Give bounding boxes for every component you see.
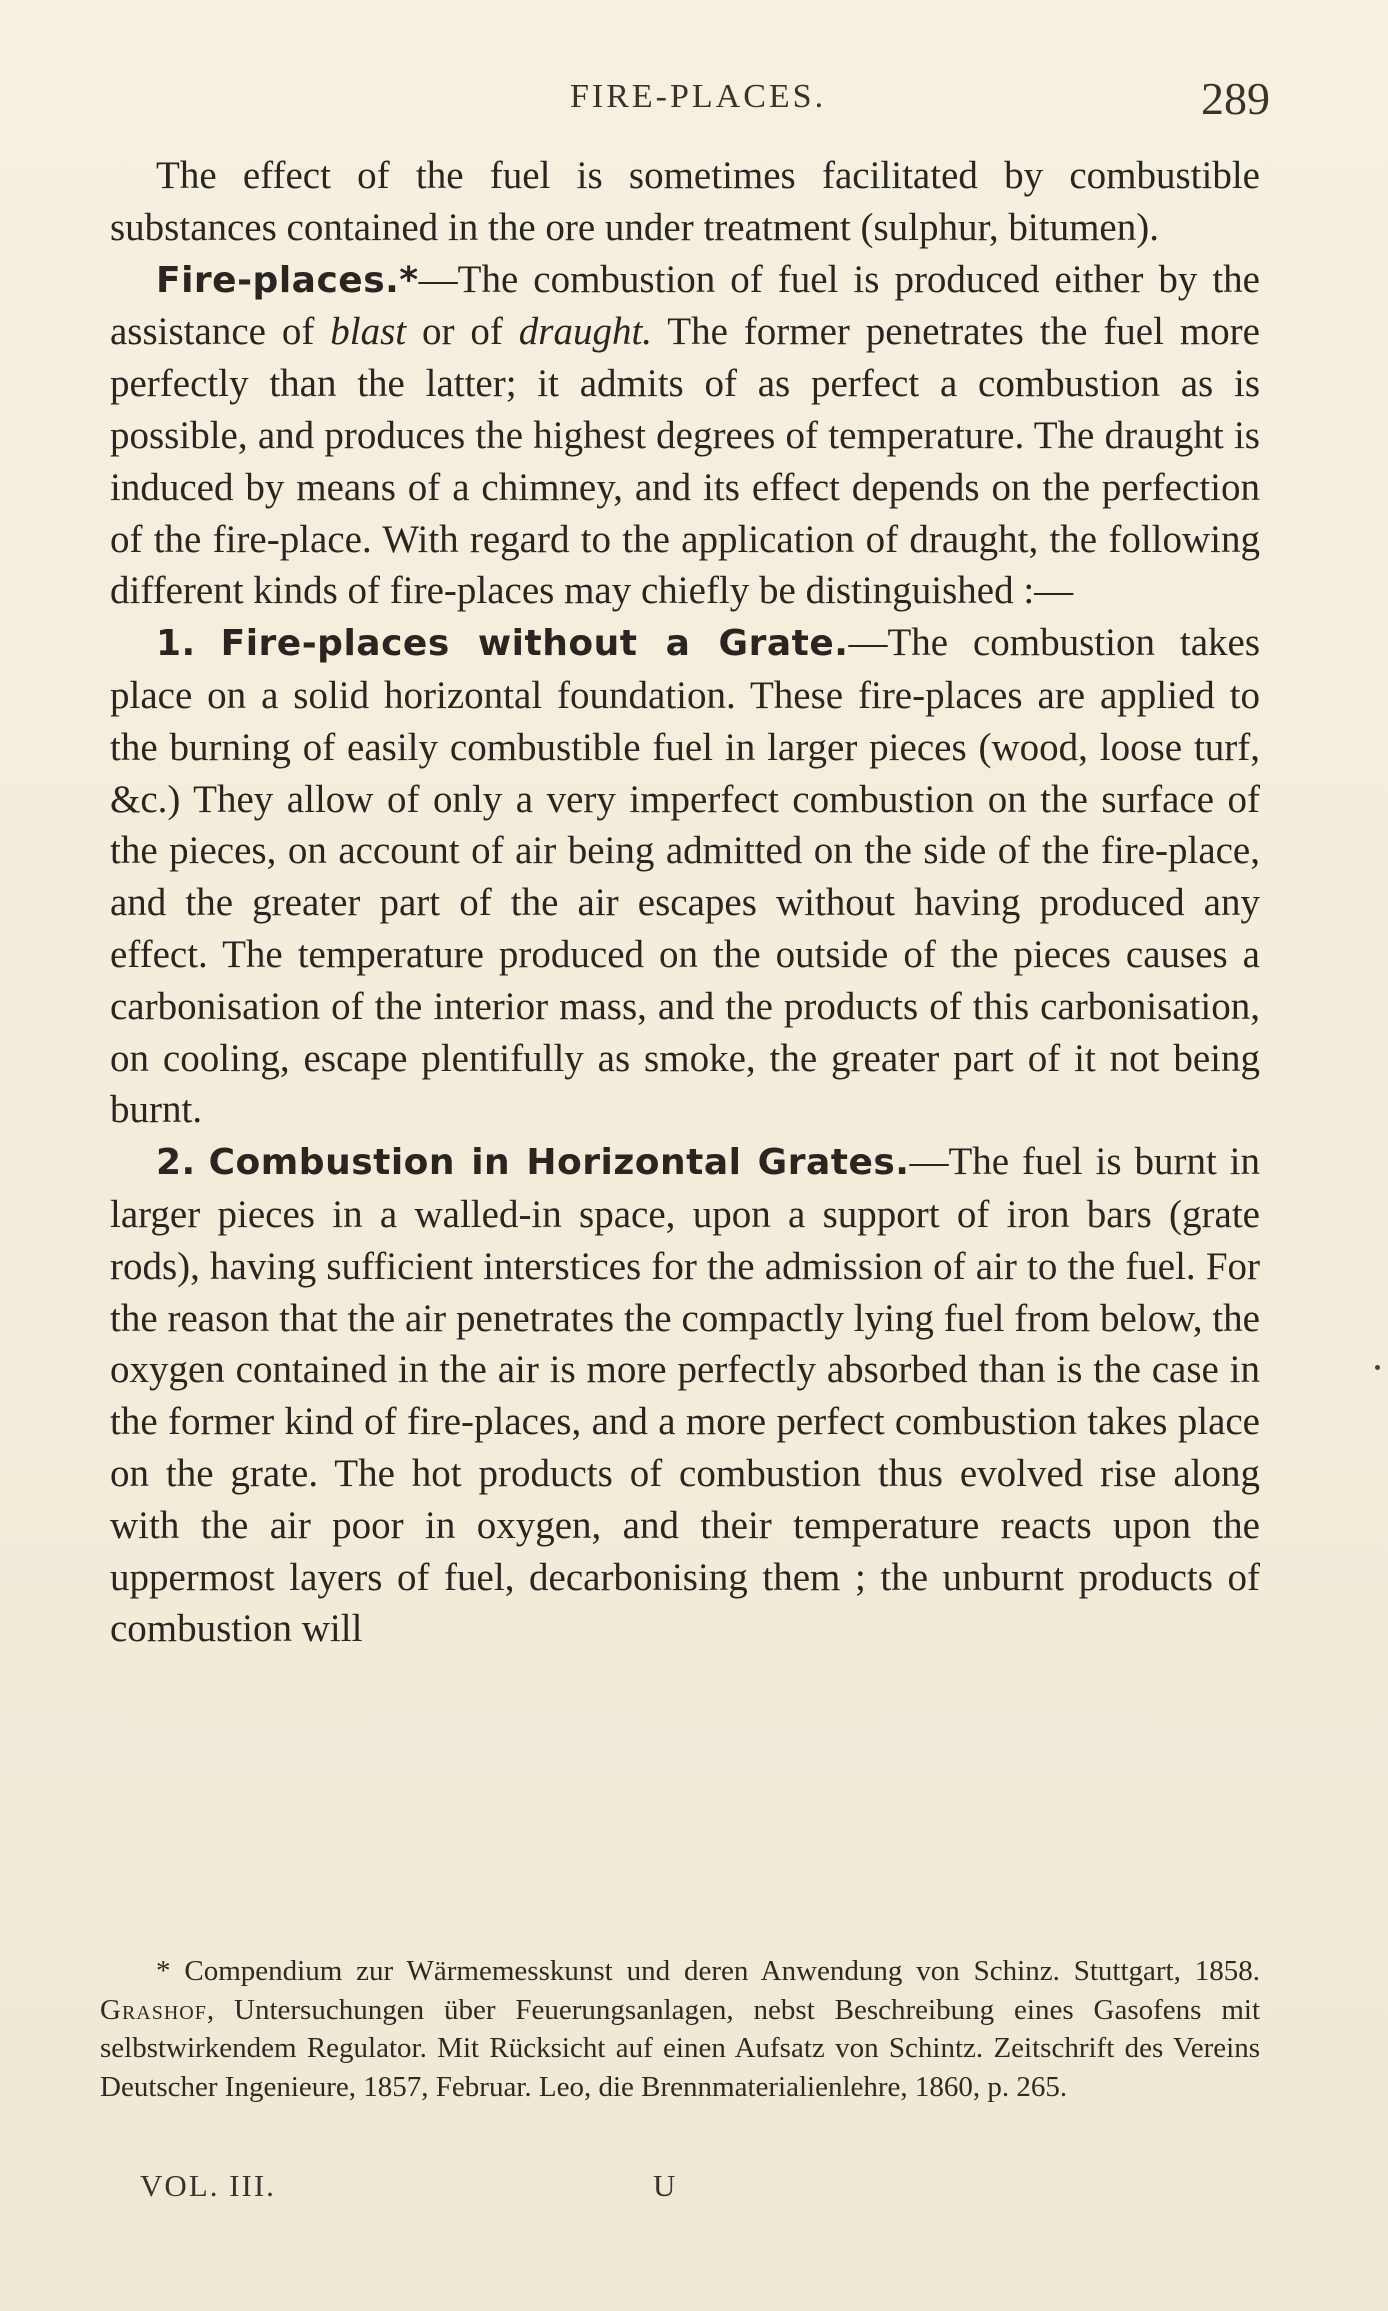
volume-label: VOL. III. xyxy=(140,2168,276,2203)
footnote xyxy=(100,1952,1260,2106)
footnote-part: , Untersuchungen über Feuerungsanlagen, nebst Beschreibung eines Gasofens mit selbstwirkendem Regulator. Mit Rücksicht auf einen Aufsatz von Schintz. Zeitschrift des Vereins Deutscher Ingenieure, 1857, Februar. Leo, die Brennmaterialienlehre, 1860, p. 265. xyxy=(100,1993,1260,2103)
footnote-author: Grashof xyxy=(100,1993,207,2026)
italic-term-blast: blast xyxy=(330,310,407,354)
footnote-text xyxy=(100,1952,1260,2106)
paragraph-text: or of xyxy=(406,310,519,354)
margin-speck xyxy=(1375,1365,1380,1370)
footnote-part: * Compendium zur Wärmemesskunst und deren Anwendung von Schinz. Stuttgart, 1858. xyxy=(156,1955,1260,1987)
item-number-1: 1. xyxy=(156,623,196,665)
item-number-2: 2. xyxy=(156,1142,196,1184)
paragraph-without-grate xyxy=(110,617,1260,1136)
running-title: FIRE-PLACES. xyxy=(570,78,827,115)
section-heading-fire-places: Fire-places.* xyxy=(156,259,419,301)
paragraph-text: —The combustion takes place on a solid horizontal foundation. These fire-places are applied to the burning of easily combustible fuel in larger pieces (wood, loose turf, &c.) They allow of only a very imperfect combustion on the surface of the pieces, on account of air being admitted on the side of the fire-place, and the greater part of the air escapes without having produced any effect. The temperature produced on the outside of the pieces causes a carbonisation of the interior mass, and the products of this carbonisation, on cooling, escape plentifully as smoke, the greater part of it not being burnt. xyxy=(110,621,1260,1132)
section-heading-without-grate: Fire-places without a Grate. xyxy=(220,623,849,665)
running-head xyxy=(110,72,1270,132)
body-text xyxy=(110,150,1260,1655)
italic-term-draught: draught. xyxy=(518,310,653,354)
paragraph-fuel-effect: The effect of the fuel is sometimes facilitated by combustible substances contained in the ore under treatment (sulphur, bitumen). xyxy=(110,154,1260,249)
paragraph-text: The former penetrates the fuel more perfectly than the latter; it admits of as perfect a combustion as is possible, and produces the highest degrees of temperature. The draught is induced by means of a chimney, and its effect depends on the perfection of the fire-place. With regard to the application of draught, the following different kinds of fire-places may chiefly be distinguished :— xyxy=(110,310,1260,613)
paragraph-fire-places xyxy=(110,254,1260,618)
signature-line xyxy=(140,2168,740,2208)
paragraph-text: —The combustion of fuel is produced either by the assistance of xyxy=(110,257,1260,354)
signature-mark: U xyxy=(653,2168,676,2203)
page-number: 289 xyxy=(1201,73,1270,124)
paragraph-horizontal-grates xyxy=(110,1136,1260,1655)
section-heading-horizontal-grates: Combustion in Horizontal Grates. xyxy=(208,1142,910,1184)
paragraph-text: —The fuel is burnt in larger pieces in a walled-in space, upon a support of iron bars (grate rods), having sufficient interstices for the admission of air to the fuel. For the reason that the air penetrates the compactly lying fuel from below, the oxygen contained in the air is more perfectly absorbed than is the case in the former kind of fire-places, and a more perfect combustion takes place on the grate. The hot products of combustion thus evolved rise along with the air poor in oxygen, and their temperature reacts upon the uppermost layers of fuel, decarbonising them ; the unburnt products of combustion will xyxy=(110,1140,1261,1651)
